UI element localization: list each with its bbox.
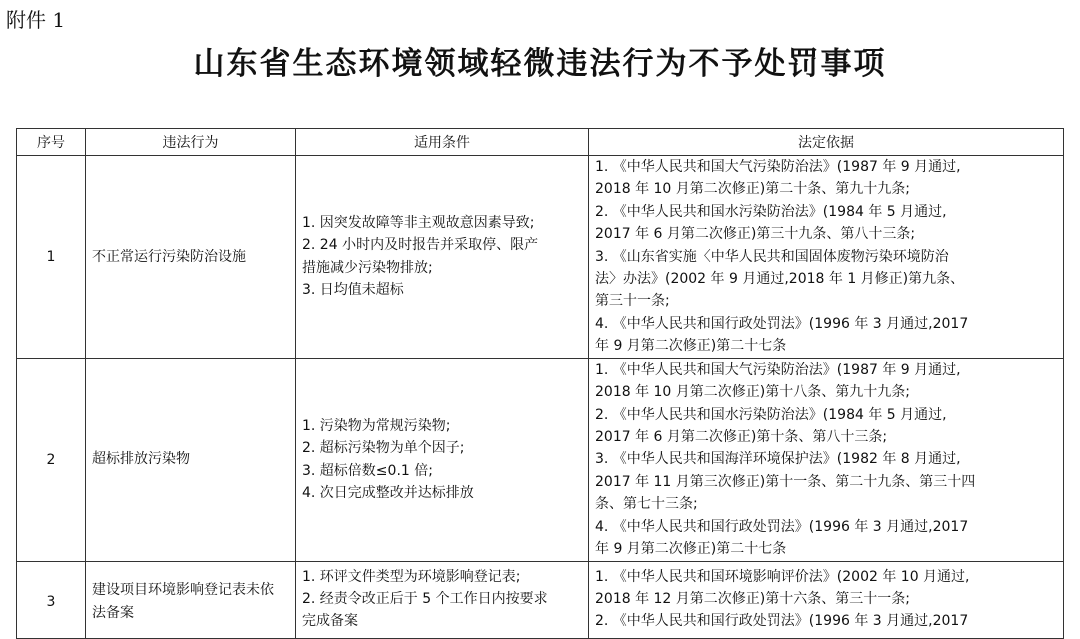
conditions-cell (296, 561, 589, 638)
basis-line: 2018 年 12 月第二次修正)第十六条、第三十一条; (595, 591, 910, 608)
violation-cell (86, 156, 296, 359)
basis-line: 条、第七十三条; (595, 496, 698, 513)
condition-line: 3. 超标倍数≤0.1 倍; (302, 462, 433, 479)
violation-cell (86, 358, 296, 561)
condition-line: 3. 日均值未超标 (302, 282, 404, 299)
document-title: 山东省生态环境领域轻微违法行为不予处罚事项 (193, 46, 887, 82)
basis-line: 2018 年 10 月第二次修正)第十八条、第九十九条; (595, 384, 910, 401)
basis-line: 2017 年 11 月第三次修正)第十一条、第二十九条、第三十四 (595, 473, 976, 490)
basis-line: 3. 《山东省实施〈中华人民共和国固体废物污染环境防治 (595, 248, 949, 265)
basis-line: 1. 《中华人民共和国环境影响评价法》(2002 年 10 月通过, (595, 568, 970, 585)
violation-line: 建设项目环境影响登记表未依 (92, 582, 274, 599)
basis-line: 2. 《中华人民共和国行政处罚法》(1996 年 3 月通过,2017 (595, 613, 969, 630)
table-row (17, 358, 1064, 561)
basis-line: 第三十一条; (595, 293, 670, 310)
basis-line: 2. 《中华人民共和国水污染防治法》(1984 年 5 月通过, (595, 406, 947, 423)
legal-basis-cell (589, 358, 1064, 561)
basis-line: 4. 《中华人民共和国行政处罚法》(1996 年 3 月通过,2017 (595, 315, 969, 332)
violation-line: 不正常运行污染防治设施 (92, 248, 246, 265)
condition-line: 1. 污染物为常规污染物; (302, 417, 451, 434)
condition-line: 措施减少污染物排放; (302, 259, 433, 276)
header-no: 序号 (17, 129, 86, 156)
basis-line: 2017 年 6 月第二次修正)第三十九条、第八十三条; (595, 226, 916, 243)
header-violation: 违法行为 (86, 129, 296, 156)
legal-basis-cell (589, 156, 1064, 359)
row-number: 3 (17, 561, 86, 638)
table-header-row (17, 129, 1064, 156)
conditions-cell (296, 358, 589, 561)
condition-line: 完成备案 (302, 613, 358, 630)
violation-line: 超标排放污染物 (92, 451, 190, 468)
header-legal-basis: 法定依据 (589, 129, 1064, 156)
table-row (17, 561, 1064, 638)
basis-line: 2018 年 10 月第二次修正)第二十条、第九十九条; (595, 181, 910, 198)
basis-line: 2017 年 6 月第二次修正)第十条、第八十三条; (595, 429, 888, 446)
penalty-exemption-table (16, 128, 1064, 639)
table-row (17, 156, 1064, 359)
basis-line: 4. 《中华人民共和国行政处罚法》(1996 年 3 月通过,2017 (595, 518, 969, 535)
basis-line: 3. 《中华人民共和国海洋环境保护法》(1982 年 8 月通过, (595, 451, 961, 468)
row-number: 1 (17, 156, 86, 359)
condition-line: 4. 次日完成整改并达标排放 (302, 485, 474, 502)
condition-line: 1. 因突发故障等非主观故意因素导致; (302, 215, 535, 232)
violation-line: 法备案 (92, 604, 134, 621)
row-number: 2 (17, 358, 86, 561)
legal-basis-cell (589, 561, 1064, 638)
condition-line: 2. 超标污染物为单个因子; (302, 440, 465, 457)
violation-cell (86, 561, 296, 638)
basis-line: 年 9 月第二次修正)第二十七条 (595, 338, 787, 355)
basis-line: 年 9 月第二次修正)第二十七条 (595, 541, 787, 558)
attachment-label: 附件 1 (6, 8, 66, 32)
header-conditions: 适用条件 (296, 129, 589, 156)
conditions-cell (296, 156, 589, 359)
basis-line: 法〉办法》(2002 年 9 月通过,2018 年 1 月修正)第九条、 (595, 271, 965, 288)
basis-line: 1. 《中华人民共和国大气污染防治法》(1987 年 9 月通过, (595, 361, 961, 378)
basis-line: 1. 《中华人民共和国大气污染防治法》(1987 年 9 月通过, (595, 159, 961, 175)
basis-line: 2. 《中华人民共和国水污染防治法》(1984 年 5 月通过, (595, 203, 947, 220)
condition-line: 1. 环评文件类型为环境影响登记表; (302, 568, 521, 585)
condition-line: 2. 经责令改正后于 5 个工作日内按要求 (302, 591, 548, 608)
condition-line: 2. 24 小时内及时报告并采取停、限产 (302, 237, 539, 254)
